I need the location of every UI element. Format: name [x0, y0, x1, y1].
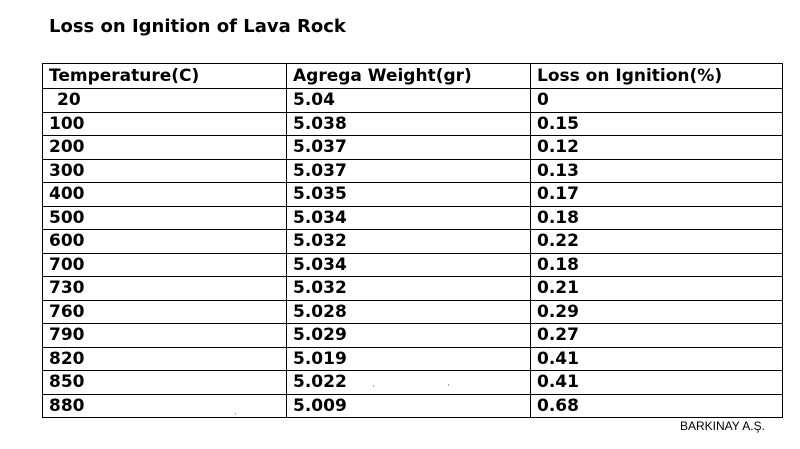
cell-weight: 5.04 [287, 89, 531, 113]
cell-weight: 5.032 [287, 277, 531, 301]
cell-loss: 0.21 [531, 277, 783, 301]
table-row [43, 230, 783, 254]
author-credit: BARKINAY A.Ş. [680, 419, 765, 433]
cell-weight: 5.034 [287, 253, 531, 277]
table-row [43, 300, 783, 324]
cell-weight: 5.038 [287, 112, 531, 136]
cell-loss: 0.13 [531, 159, 783, 183]
scan-speck: · [372, 382, 375, 392]
header-agrega-weight: Agrega Weight(gr) [287, 64, 531, 89]
table-row [43, 277, 783, 301]
cell-loss: 0.68 [531, 394, 783, 418]
cell-loss: 0.41 [531, 347, 783, 371]
table-row [43, 136, 783, 160]
cell-temperature: 600 [43, 230, 287, 254]
cell-loss: 0.17 [531, 183, 783, 207]
cell-temperature: 100 [43, 112, 287, 136]
table-row [43, 253, 783, 277]
cell-loss: 0.22 [531, 230, 783, 254]
cell-temperature: 700 [43, 253, 287, 277]
table-row [43, 371, 783, 395]
table-row [43, 324, 783, 348]
table-row [43, 183, 783, 207]
cell-temperature: 880 [43, 394, 287, 418]
cell-temperature: 850 [43, 371, 287, 395]
cell-loss: 0.18 [531, 206, 783, 230]
cell-temperature: 400 [43, 183, 287, 207]
cell-loss: 0.18 [531, 253, 783, 277]
loss-on-ignition-table [42, 63, 783, 418]
cell-loss: 0.15 [531, 112, 783, 136]
scan-speck: · [234, 410, 237, 420]
cell-weight: 5.032 [287, 230, 531, 254]
cell-weight: 5.022 [287, 371, 531, 395]
cell-weight: 5.035 [287, 183, 531, 207]
header-loss-on-ignition: Loss on Ignition(%) [531, 64, 783, 89]
cell-temperature: 820 [43, 347, 287, 371]
cell-temperature: 200 [43, 136, 287, 160]
cell-temperature: 500 [43, 206, 287, 230]
cell-temperature: 790 [43, 324, 287, 348]
cell-loss: 0 [531, 89, 783, 113]
cell-weight: 5.009 [287, 394, 531, 418]
cell-weight: 5.034 [287, 206, 531, 230]
cell-temperature: 300 [43, 159, 287, 183]
scan-speck: · [447, 381, 450, 391]
table-header-row [43, 64, 783, 89]
table-row [43, 89, 783, 113]
cell-temperature: 730 [43, 277, 287, 301]
table-row [43, 159, 783, 183]
cell-temperature: 20 [43, 89, 287, 113]
cell-weight: 5.037 [287, 136, 531, 160]
cell-weight: 5.029 [287, 324, 531, 348]
table-row [43, 112, 783, 136]
cell-temperature: 760 [43, 300, 287, 324]
cell-loss: 0.27 [531, 324, 783, 348]
cell-loss: 0.41 [531, 371, 783, 395]
cell-weight: 5.028 [287, 300, 531, 324]
cell-loss: 0.29 [531, 300, 783, 324]
document-title: Loss on Ignition of Lava Rock [49, 16, 346, 37]
table-row [43, 347, 783, 371]
table-row [43, 206, 783, 230]
table-row [43, 394, 783, 418]
cell-loss: 0.12 [531, 136, 783, 160]
cell-weight: 5.019 [287, 347, 531, 371]
cell-weight: 5.037 [287, 159, 531, 183]
header-temperature: Temperature(C) [43, 64, 287, 89]
